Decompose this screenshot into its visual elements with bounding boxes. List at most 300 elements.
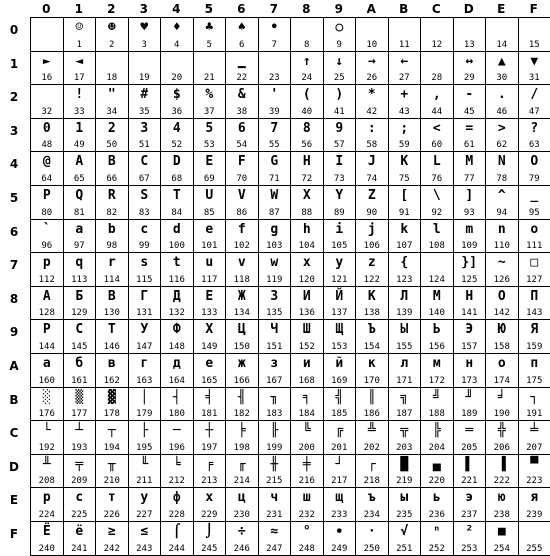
char-cell	[259, 52, 291, 85]
char-glyph: м	[421, 355, 453, 372]
char-code: 142	[486, 308, 518, 318]
column-header: 0	[30, 2, 63, 16]
char-glyph: ╞	[226, 422, 258, 439]
char-glyph: Z	[356, 187, 388, 204]
char-glyph: j	[356, 221, 388, 238]
char-code: 98	[96, 241, 128, 251]
char-cell	[486, 119, 518, 152]
char-glyph: С	[64, 321, 96, 338]
char-cell	[356, 320, 388, 353]
char-glyph: А	[31, 288, 63, 305]
char-code: 20	[161, 73, 193, 83]
char-glyph: W	[259, 187, 291, 204]
char-cell	[226, 85, 258, 118]
char-glyph: Й	[324, 288, 356, 305]
char-glyph: ▐	[486, 456, 518, 473]
char-glyph: ╕	[291, 389, 323, 406]
char-code: 49	[64, 140, 96, 150]
char-cell	[421, 52, 453, 85]
char-cell	[64, 18, 96, 51]
char-code: 163	[129, 376, 161, 386]
char-code: 85	[194, 208, 226, 218]
char-glyph: й	[324, 355, 356, 372]
char-cell	[96, 522, 128, 555]
char-cell	[519, 253, 550, 286]
char-glyph: z	[356, 254, 388, 271]
char-code: 215	[259, 476, 291, 486]
char-cell	[324, 18, 356, 51]
char-glyph: #	[129, 86, 161, 103]
char-glyph: р	[31, 489, 63, 506]
char-cell	[356, 186, 388, 219]
row-header: 7	[0, 258, 28, 272]
char-glyph: Q	[64, 187, 96, 204]
char-code: 69	[194, 174, 226, 184]
char-code: 137	[324, 308, 356, 318]
char-code: 168	[291, 376, 323, 386]
char-code: 87	[259, 208, 291, 218]
char-code: 235	[389, 510, 421, 520]
char-glyph: ☻	[96, 19, 128, 36]
char-glyph: з	[259, 355, 291, 372]
char-code: 129	[64, 308, 96, 318]
char-code: 34	[96, 107, 128, 117]
row-header: 1	[0, 57, 28, 71]
char-cell	[96, 287, 128, 320]
char-glyph: -	[454, 86, 486, 103]
char-glyph: Х	[194, 321, 226, 338]
char-cell	[31, 253, 63, 286]
char-code: 238	[486, 510, 518, 520]
char-code: 249	[324, 544, 356, 554]
char-code: 133	[194, 308, 226, 318]
char-cell	[454, 354, 486, 387]
char-glyph: x	[291, 254, 323, 271]
char-glyph: .	[486, 86, 518, 103]
char-code: 47	[519, 107, 550, 117]
char-glyph: ▌	[454, 456, 486, 473]
char-code: 171	[389, 376, 421, 386]
char-glyph: ▲	[486, 53, 518, 70]
char-glyph: у	[129, 489, 161, 506]
char-glyph: :	[356, 120, 388, 137]
char-code: 67	[129, 174, 161, 184]
char-cell	[64, 455, 96, 488]
char-code: 242	[96, 544, 128, 554]
char-cell	[291, 320, 323, 353]
char-code: 75	[389, 174, 421, 184]
char-glyph: л	[389, 355, 421, 372]
char-glyph: √	[389, 523, 421, 540]
column-header: C	[420, 2, 453, 16]
char-cell	[421, 388, 453, 421]
char-cell	[161, 320, 193, 353]
column-header: D	[453, 2, 486, 16]
char-cell	[96, 220, 128, 253]
char-cell	[389, 85, 421, 118]
char-glyph: └	[31, 422, 63, 439]
char-glyph: f	[226, 221, 258, 238]
char-cell	[291, 455, 323, 488]
char-cell	[291, 287, 323, 320]
char-glyph: ─	[161, 422, 193, 439]
char-code: 219	[389, 476, 421, 486]
char-glyph: "	[96, 86, 128, 103]
char-cell	[421, 320, 453, 353]
char-cell	[324, 220, 356, 253]
char-cell	[291, 388, 323, 421]
char-cell	[454, 220, 486, 253]
char-code: 114	[96, 275, 128, 285]
char-code: 247	[259, 544, 291, 554]
char-code: 160	[31, 376, 63, 386]
char-cell	[356, 85, 388, 118]
char-cell	[356, 388, 388, 421]
char-cell	[129, 119, 161, 152]
char-code: 52	[161, 140, 193, 150]
char-glyph: П	[519, 288, 550, 305]
char-glyph: ж	[226, 355, 258, 372]
char-cell	[129, 220, 161, 253]
char-cell	[486, 253, 518, 286]
char-code: 203	[389, 443, 421, 453]
char-glyph: X	[291, 187, 323, 204]
char-cell	[454, 388, 486, 421]
char-glyph: P	[31, 187, 63, 204]
char-code: 42	[356, 107, 388, 117]
char-glyph: q	[64, 254, 96, 271]
column-header: A	[355, 2, 388, 16]
char-code: 227	[129, 510, 161, 520]
char-glyph: r	[96, 254, 128, 271]
char-cell	[291, 152, 323, 185]
column-header: 7	[258, 2, 291, 16]
char-glyph: ┼	[194, 422, 226, 439]
char-code: 230	[226, 510, 258, 520]
char-cell	[226, 152, 258, 185]
char-glyph: ╧	[519, 422, 550, 439]
char-code: 222	[486, 476, 518, 486]
char-cell	[519, 522, 550, 555]
char-cell	[389, 287, 421, 320]
char-glyph: +	[389, 86, 421, 103]
char-glyph: ;	[389, 120, 421, 137]
char-glyph: e	[194, 221, 226, 238]
char-code: 220	[421, 476, 453, 486]
char-glyph: 8	[291, 120, 323, 137]
char-code: 152	[291, 342, 323, 352]
char-code: 37	[194, 107, 226, 117]
char-code: 27	[389, 73, 421, 83]
char-code: 232	[291, 510, 323, 520]
char-cell	[64, 220, 96, 253]
char-glyph: ч	[259, 489, 291, 506]
char-cell	[161, 52, 193, 85]
char-code: 223	[519, 476, 550, 486]
char-glyph: *	[356, 86, 388, 103]
char-glyph: L	[421, 153, 453, 170]
char-code: 120	[291, 275, 323, 285]
char-glyph: ╙	[129, 456, 161, 473]
char-cell	[259, 488, 291, 521]
char-glyph: а	[31, 355, 63, 372]
char-code: 59	[389, 140, 421, 150]
char-cell	[226, 488, 258, 521]
char-cell	[259, 421, 291, 454]
char-code: 112	[31, 275, 63, 285]
char-glyph: ф	[161, 489, 193, 506]
char-cell	[129, 186, 161, 219]
char-cell	[194, 152, 226, 185]
char-cell	[454, 421, 486, 454]
char-cell	[96, 455, 128, 488]
char-glyph: ╫	[259, 456, 291, 473]
char-code: 78	[486, 174, 518, 184]
char-code: 162	[96, 376, 128, 386]
char-cell	[486, 152, 518, 185]
char-glyph: ъ	[356, 489, 388, 506]
char-glyph: ╣	[324, 389, 356, 406]
char-cell	[129, 354, 161, 387]
char-cell	[486, 522, 518, 555]
char-cell	[519, 488, 550, 521]
char-glyph: ▀	[519, 456, 550, 473]
char-glyph: ,	[421, 86, 453, 103]
char-glyph: C	[129, 153, 161, 170]
char-glyph: S	[129, 187, 161, 204]
char-cell	[356, 220, 388, 253]
char-glyph: Ц	[226, 321, 258, 338]
char-glyph: ░	[31, 389, 63, 406]
char-cell	[259, 186, 291, 219]
char-glyph: ♣	[194, 19, 226, 36]
char-glyph: >	[486, 120, 518, 137]
char-glyph: □	[519, 254, 550, 271]
char-cell	[31, 455, 63, 488]
char-code: 31	[519, 73, 550, 83]
char-code: 44	[421, 107, 453, 117]
char-glyph: ►	[31, 53, 63, 70]
char-code: 207	[519, 443, 550, 453]
char-cell	[421, 455, 453, 488]
char-cell	[31, 354, 63, 387]
char-cell	[96, 488, 128, 521]
char-cell	[31, 287, 63, 320]
char-glyph: ╒	[194, 456, 226, 473]
char-code: 145	[64, 342, 96, 352]
char-cell	[421, 152, 453, 185]
char-glyph: 3	[129, 120, 161, 137]
char-code: 124	[421, 275, 453, 285]
char-cell	[31, 152, 63, 185]
char-glyph: ≈	[259, 523, 291, 540]
char-glyph: ╨	[31, 456, 63, 473]
char-code: 158	[486, 342, 518, 352]
char-glyph: N	[486, 153, 518, 170]
row-header: 2	[0, 90, 28, 104]
char-glyph: М	[421, 288, 453, 305]
char-glyph: k	[389, 221, 421, 238]
char-glyph: g	[259, 221, 291, 238]
char-glyph: ╤	[64, 456, 96, 473]
char-cell	[519, 287, 550, 320]
char-code: 165	[194, 376, 226, 386]
char-code: 189	[454, 409, 486, 419]
column-header: 6	[225, 2, 258, 16]
char-glyph: c	[129, 221, 161, 238]
char-glyph: ≥	[96, 523, 128, 540]
char-glyph: ▒	[64, 389, 96, 406]
char-glyph: E	[194, 153, 226, 170]
char-glyph: h	[291, 221, 323, 238]
char-glyph: 0	[31, 120, 63, 137]
char-code: 97	[64, 241, 96, 251]
char-glyph: \	[421, 187, 453, 204]
char-cell	[356, 18, 388, 51]
char-code: 62	[486, 140, 518, 150]
char-code: 46	[486, 107, 518, 117]
char-glyph: I	[324, 153, 356, 170]
char-code: 250	[356, 544, 388, 554]
char-glyph: Е	[194, 288, 226, 305]
char-cell	[31, 186, 63, 219]
char-glyph: °	[291, 523, 323, 540]
char-cell	[31, 320, 63, 353]
char-cell	[486, 186, 518, 219]
char-glyph: ║	[356, 389, 388, 406]
char-code: 88	[291, 208, 323, 218]
char-code: 122	[356, 275, 388, 285]
char-cell	[324, 253, 356, 286]
char-cell	[389, 421, 421, 454]
char-code: 187	[389, 409, 421, 419]
char-glyph: l	[421, 221, 453, 238]
char-cell	[454, 320, 486, 353]
char-glyph: {	[389, 254, 421, 271]
char-code: 244	[161, 544, 193, 554]
char-cell	[324, 522, 356, 555]
char-code: 38	[226, 107, 258, 117]
char-cell	[129, 85, 161, 118]
char-code: 148	[161, 342, 193, 352]
char-glyph: /	[519, 86, 550, 103]
char-code: 246	[226, 544, 258, 554]
char-cell	[96, 320, 128, 353]
char-code: 195	[129, 443, 161, 453]
char-code: 149	[194, 342, 226, 352]
char-cell	[31, 388, 63, 421]
char-cell	[161, 488, 193, 521]
char-cell	[324, 320, 356, 353]
char-code: 2	[96, 40, 128, 50]
char-code: 82	[96, 208, 128, 218]
char-code: 123	[389, 275, 421, 285]
char-code: 84	[161, 208, 193, 218]
char-glyph: ↓	[324, 53, 356, 70]
char-code: 184	[291, 409, 323, 419]
char-cell	[324, 85, 356, 118]
char-glyph: В	[96, 288, 128, 305]
char-cell	[64, 253, 96, 286]
char-glyph: и	[291, 355, 323, 372]
char-glyph: [	[389, 187, 421, 204]
char-cell	[226, 186, 258, 219]
char-code: 252	[421, 544, 453, 554]
char-code: 76	[421, 174, 453, 184]
char-cell	[96, 119, 128, 152]
char-cell	[129, 52, 161, 85]
char-cell	[226, 220, 258, 253]
char-cell	[194, 220, 226, 253]
row-header: 0	[0, 23, 28, 37]
char-glyph: т	[96, 489, 128, 506]
char-code: 243	[129, 544, 161, 554]
char-glyph: ╛	[486, 389, 518, 406]
char-cell	[31, 522, 63, 555]
char-glyph: И	[291, 288, 323, 305]
char-code: 231	[259, 510, 291, 520]
char-glyph: э	[454, 489, 486, 506]
char-glyph: 1	[64, 120, 96, 137]
char-glyph: с	[64, 489, 96, 506]
column-header: 2	[95, 2, 128, 16]
char-cell	[226, 253, 258, 286]
char-code: 63	[519, 140, 550, 150]
char-glyph: ⌠	[161, 523, 193, 540]
char-glyph: │	[129, 389, 161, 406]
char-cell	[291, 119, 323, 152]
char-cell	[519, 388, 550, 421]
char-cell	[194, 85, 226, 118]
char-glyph: ↑	[291, 53, 323, 70]
char-code: 56	[291, 140, 323, 150]
char-glyph: ╔	[324, 422, 356, 439]
char-cell	[96, 388, 128, 421]
char-cell	[96, 52, 128, 85]
char-code: 153	[324, 342, 356, 352]
char-cell	[519, 18, 550, 51]
char-code: 199	[259, 443, 291, 453]
char-glyph: ←	[389, 53, 421, 70]
char-cell	[421, 220, 453, 253]
char-glyph: <	[421, 120, 453, 137]
char-cell	[64, 85, 96, 118]
char-code: 164	[161, 376, 193, 386]
char-code: 35	[129, 107, 161, 117]
char-glyph: З	[259, 288, 291, 305]
char-glyph: a	[64, 221, 96, 238]
char-cell	[389, 119, 421, 152]
char-cell	[486, 354, 518, 387]
char-cell	[129, 152, 161, 185]
char-code: 115	[129, 275, 161, 285]
char-code: 194	[96, 443, 128, 453]
char-code: 96	[31, 241, 63, 251]
char-code: 41	[324, 107, 356, 117]
char-code: 233	[324, 510, 356, 520]
char-cell	[194, 52, 226, 85]
column-header: F	[518, 2, 550, 16]
char-glyph: ~	[486, 254, 518, 271]
char-code: 125	[454, 275, 486, 285]
char-cell	[194, 522, 226, 555]
char-code: 197	[194, 443, 226, 453]
char-glyph: K	[389, 153, 421, 170]
char-code: 221	[454, 476, 486, 486]
char-glyph: 7	[259, 120, 291, 137]
char-glyph: о	[486, 355, 518, 372]
char-code: 224	[31, 510, 63, 520]
